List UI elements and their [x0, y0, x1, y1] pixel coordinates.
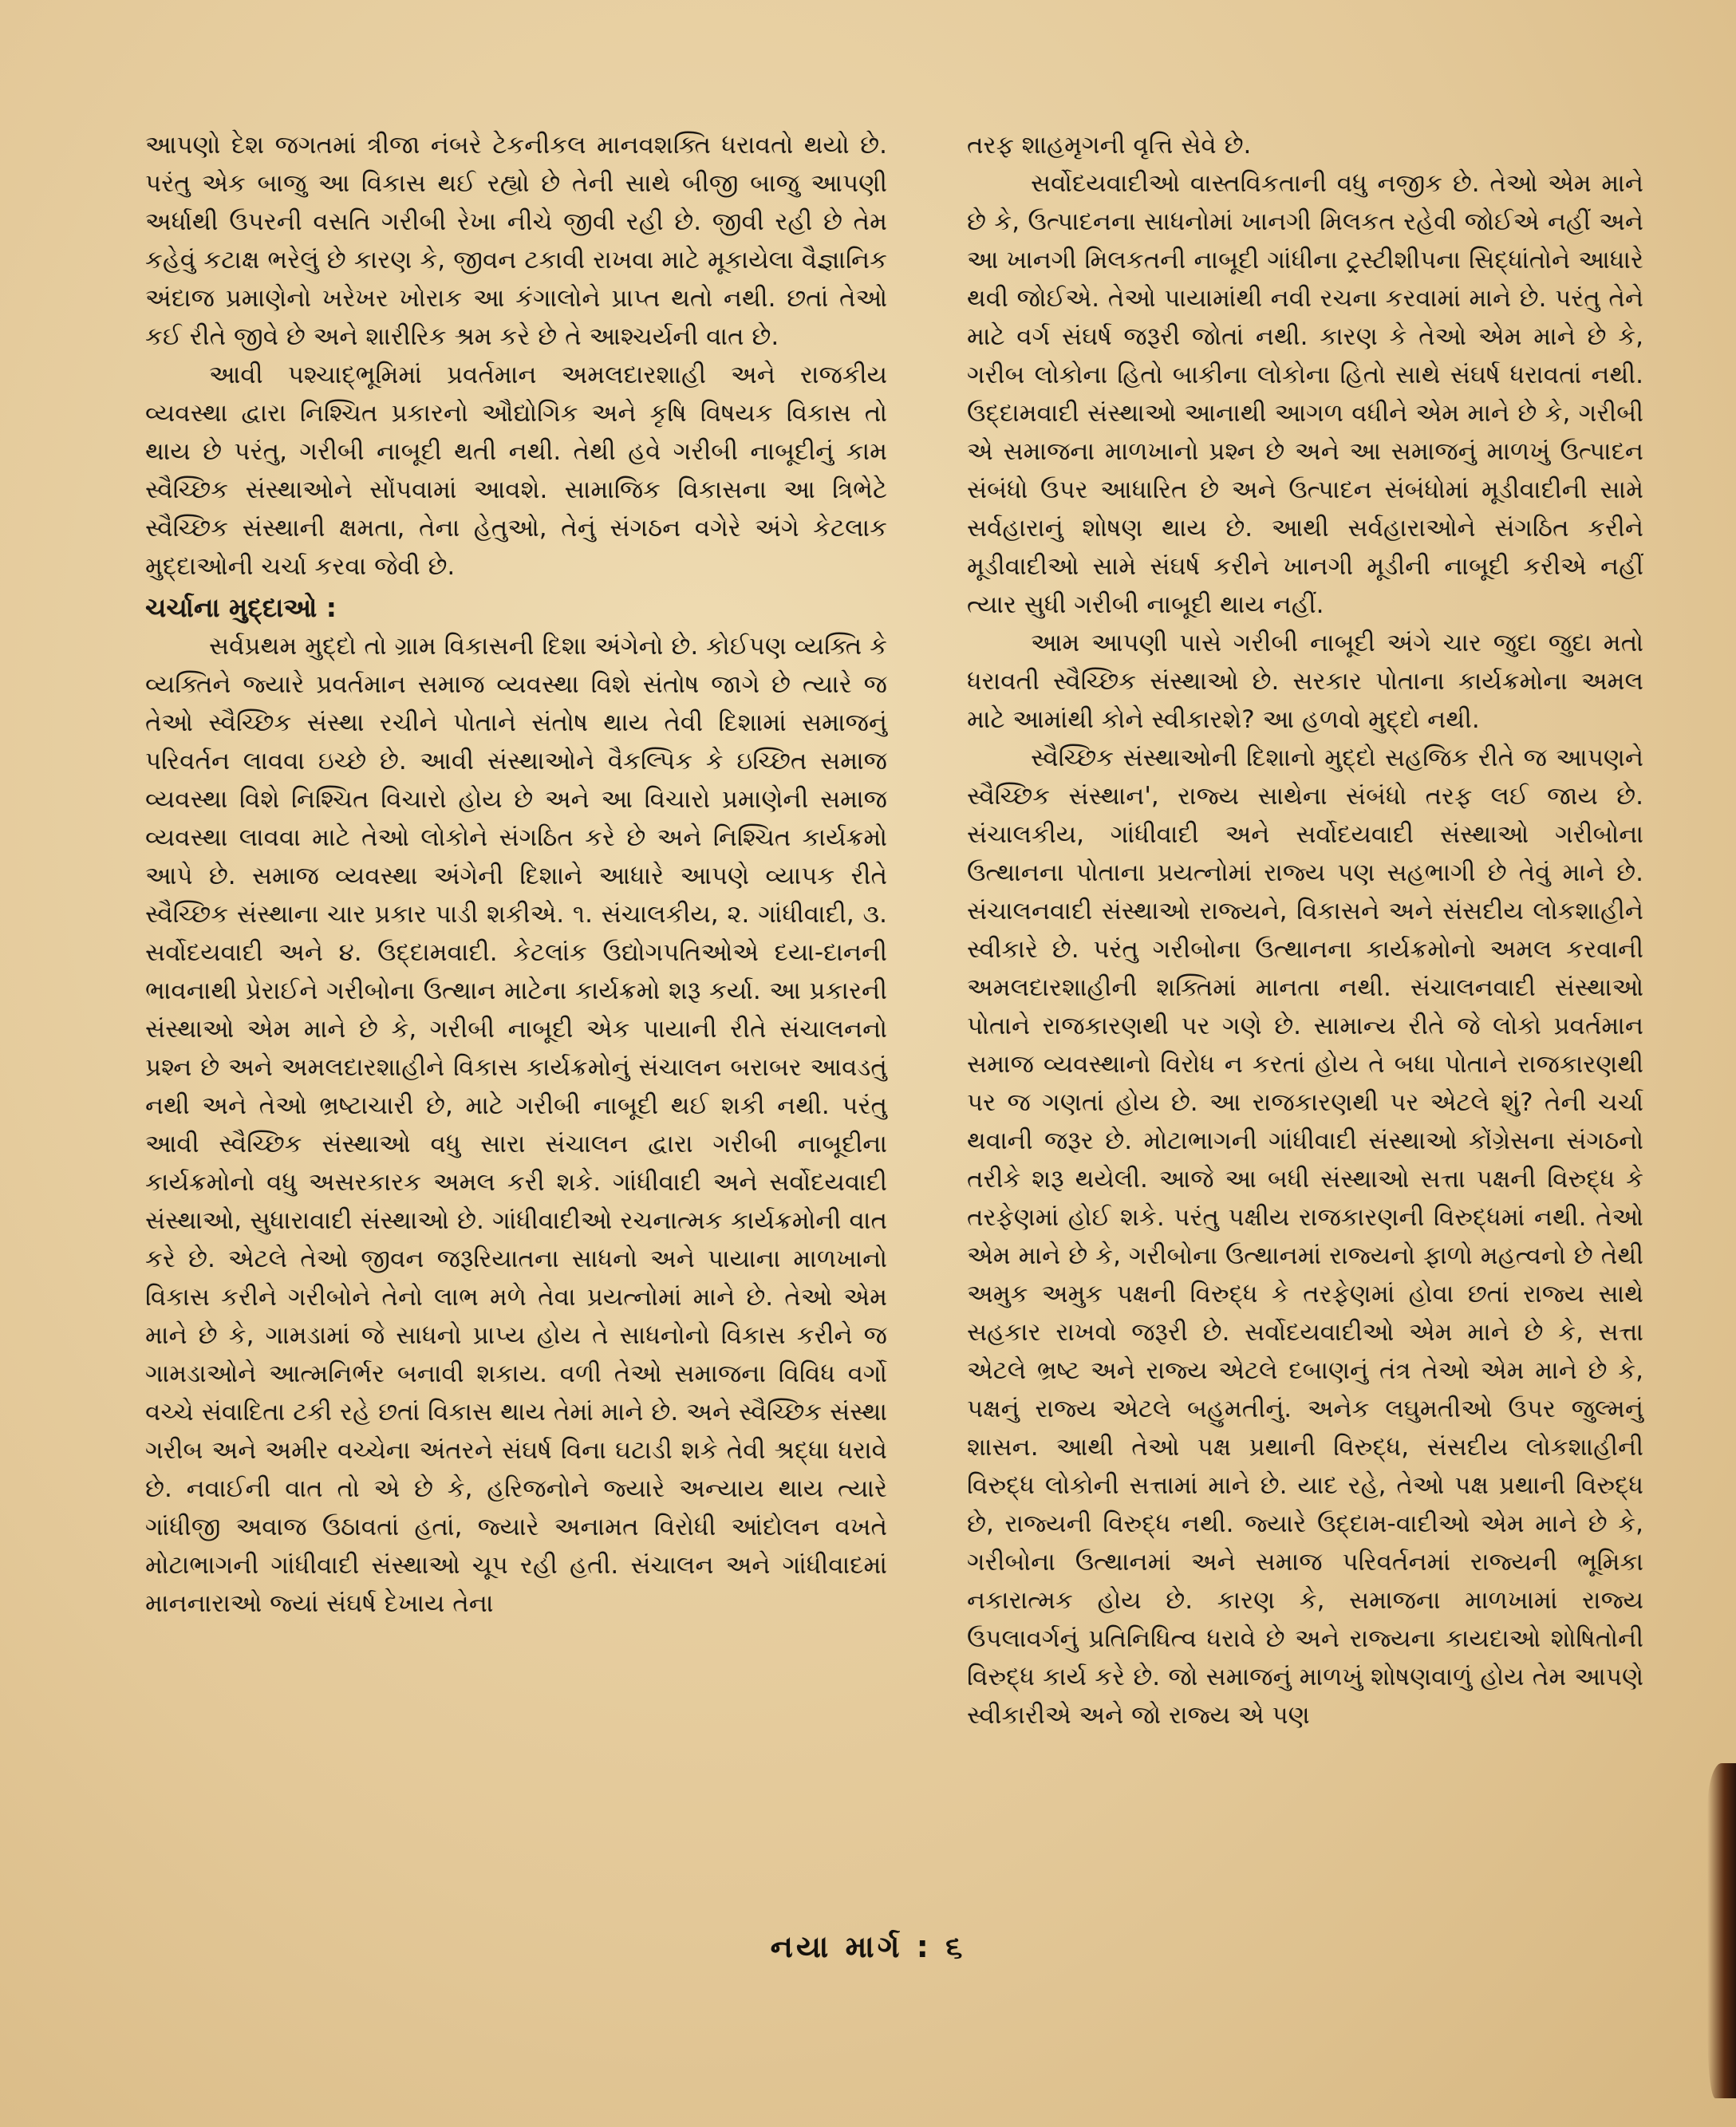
torn-edge	[1707, 1763, 1736, 2098]
paragraph: આમ આપણી પાસે ગરીબી નાબૂદી અંગે ચાર જુદા જુદા મતો ધરાવતી સ્વૈચ્છિક સંસ્થાઓ છે. સરકાર પોતાના કાર્યક્રમોના અમલ માટે આમાંથી કોને સ્વીકારશે? આ હળવો મુદ્દો નથી.	[967, 629, 1643, 734]
paragraph: તરફ શાહમૃગની વૃત્તિ સેવે છે.	[967, 131, 1252, 160]
section-heading: ચર્ચાના મુદ્દાઓ :	[145, 592, 337, 623]
page-footer: નયા માર્ગ : ૬	[770, 1929, 966, 1964]
paragraph: સર્વોદયવાદીઓ વાસ્તવિકતાની વધુ નજીક છે. તેઓ એમ માને છે કે, ઉત્પાદનના સાધનોમાં ખાનગી મિલકત રહેવી જોઈએ નહીં અને આ ખાનગી મિલકતની નાબૂદી ગાંધીના ટ્રસ્ટીશીપના સિદ્ધાંતોને આધારે થવી જોઈએ. તેઓ પાયામાંથી નવી રચના કરવામાં માને છે. પરંતુ તેને માટે વર્ગ સંઘર્ષ જરૂરી જોતાં નથી. કારણ કે તેઓ એમ માને છે કે, ગરીબ લોકોના હિતો બાકીના લોકોના હિતો સાથે સંઘર્ષ ધરાવતાં નથી. ઉદ્દામવાદી સંસ્થાઓ આનાથી આગળ વધીને એમ માને છે કે, ગરીબી એ સમાજના માળખાનો પ્રશ્ન છે અને આ સમાજનું માળખું ઉત્પાદન સંબંધો ઉપર આધારિત છે અને ઉત્પાદન સંબંધોમાં મૂડીવાદીની સામે સર્વહારાનું શોષણ થાય છે. આથી સર્વહારાઓને સંગઠિત કરીને મૂડીવાદીઓ સામે સંઘર્ષ કરીને ખાનગી મૂડીની નાબૂદી કરીએ નહીં ત્યાર સુધી ગરીબી નાબૂદી થાય નહીં.	[967, 169, 1643, 619]
paragraph: આવી પશ્ચાદ્ભૂમિમાં પ્રવર્તમાન અમલદારશાહી અને રાજકીય વ્યવસ્થા દ્વારા નિશ્ચિત પ્રકારનો ઔદ્યોગિક અને કૃષિ વિષયક વિકાસ તો થાય છે પરંતુ, ગરીબી નાબૂદી થતી નથી. તેથી હવે ગરીબી નાબૂદીનું કામ સ્વૈચ્છિક સંસ્થાઓને સોંપવામાં આવશે. સામાજિક વિકાસના આ ત્રિભેટે સ્વૈચ્છિક સંસ્થાની ક્ષમતા, તેના હેતુઓ, તેનું સંગઠન વગેરે અંગે કેટલાક મુદ્દાઓની ચર્ચા કરવા જેવી છે.	[145, 361, 887, 581]
right-column	[967, 126, 1643, 1734]
paragraph: સ્વૈચ્છિક સંસ્થાઓની દિશાનો મુદ્દો સહજિક રીતે જ આપણને સ્વૈચ્છિક સંસ્થાન', રાજ્ય સાથેના સંબંધો તરફ લઈ જાય છે. સંચાલકીય, ગાંધીવાદી અને સર્વોદયવાદી સંસ્થાઓ ગરીબોના ઉત્થાનના પોતાના પ્રયત્નોમાં રાજ્ય પણ સહભાગી છે તેવું માને છે. સંચાલનવાદી સંસ્થાઓ રાજ્યને, વિકાસને અને સંસદીય લોકશાહીને સ્વીકારે છે. પરંતુ ગરીબોના ઉત્થાનના કાર્યક્રમોનો અમલ કરવાની અમલદારશાહીની શક્તિમાં માનતા નથી. સંચાલનવાદી સંસ્થાઓ પોતાને રાજકારણથી પર ગણે છે. સામાન્ય રીતે જે લોકો પ્રવર્તમાન સમાજ વ્યવસ્થાનો વિરોધ ન કરતાં હોય તે બધા પોતાને રાજકારણથી પર જ ગણતાં હોય છે. આ રાજકારણથી પર એટલે શું? તેની ચર્ચા થવાની જરૂર છે. મોટાભાગની ગાંધીવાદી સંસ્થાઓ કોંગ્રેસના સંગઠનો તરીકે શરૂ થયેલી. આજે આ બધી સંસ્થાઓ સત્તા પક્ષની વિરુદ્ધ કે તરફેણમાં હોઈ શકે. પરંતુ પક્ષીય રાજકારણની વિરુદ્ધમાં નથી. તેઓ એમ માને છે કે, ગરીબોના ઉત્થાનમાં રાજ્યનો ફાળો મહત્વનો છે તેથી અમુક અમુક પક્ષની વિરુદ્ધ કે તરફેણમાં હોવા છતાં રાજ્ય સાથે સહકાર રાખવો જરૂરી છે. સર્વોદયવાદીઓ એમ માને છે કે, સત્તા એટલે ભ્રષ્ટ અને રાજ્ય એટલે દબાણનું તંત્ર તેઓ એમ માને છે કે, પક્ષનું રાજ્ય એટલે બહુમતીનું. અનેક લઘુમતીઓ ઉપર જુલ્મનું શાસન. આથી તેઓ પક્ષ પ્રથાની વિરુદ્ધ, સંસદીય લોકશાહીની વિરુદ્ધ લોકોની સત્તામાં માને છે. યાદ રહે, તેઓ પક્ષ પ્રથાની વિરુદ્ધ છે, રાજ્યની વિરુદ્ધ નથી. જ્યારે ઉદ્દામ-વાદીઓ એમ માને છે કે, ગરીબોના ઉત્થાનમાં અને સમાજ પરિવર્તનમાં રાજ્યની ભૂમિકા નકારાત્મક હોય છે. કારણ કે, સમાજના માળખામાં રાજ્ય ઉપલાવર્ગનું પ્રતિનિધિત્વ ધરાવે છે અને રાજ્યના કાયદાઓ શોષિતોની વિરુદ્ધ કાર્ય કરે છે. જો સમાજનું માળખું શોષણવાળું હોય તેમ આપણે સ્વીકારીએ અને જો રાજ્ય એ પણ	[967, 744, 1643, 1730]
paragraph: સર્વપ્રથમ મુદ્દો તો ગ્રામ વિકાસની દિશા અંગેનો છે. કોઈપણ વ્યક્તિ કે વ્યક્તિને જ્યારે પ્રવર્તમાન સમાજ વ્યવસ્થા વિશે સંતોષ જાગે છે ત્યારે જ તેઓ સ્વૈચ્છિક સંસ્થા રચીને પોતાને સંતોષ થાય તેવી દિશામાં સમાજનું પરિવર્તન લાવવા ઇચ્છે છે. આવી સંસ્થાઓને વૈકલ્પિક કે ઇચ્છિત સમાજ વ્યવસ્થા વિશે નિશ્ચિત વિચારો હોય છે અને આ વિચારો પ્રમાણેની સમાજ વ્યવસ્થા લાવવા માટે તેઓ લોકોને સંગઠિત કરે છે અને નિશ્ચિત કાર્યક્રમો આપે છે. સમાજ વ્યવસ્થા અંગેની દિશાને આધારે આપણે વ્યાપક રીતે સ્વૈચ્છિક સંસ્થાના ચાર પ્રકાર પાડી શકીએ. ૧. સંચાલકીય, ૨. ગાંધીવાદી, ૩. સર્વોદયવાદી અને ૪. ઉદ્દામવાદી. કેટલાંક ઉદ્યોગપતિઓએ દયા-દાનની ભાવનાથી પ્રેરાઈને ગરીબોના ઉત્થાન માટેના કાર્યક્રમો શરૂ કર્યા. આ પ્રકારની સંસ્થાઓ એમ માને છે કે, ગરીબી નાબૂદી એક પાયાની રીતે સંચાલનનો પ્રશ્ન છે અને અમલદારશાહીને વિકાસ કાર્યક્રમોનું સંચાલન બરાબર આવડતું નથી અને તેઓ ભ્રષ્ટાચારી છે, માટે ગરીબી નાબૂદી થઈ શકી નથી. પરંતુ આવી સ્વૈચ્છિક સંસ્થાઓ વધુ સારા સંચાલન દ્વારા ગરીબી નાબૂદીના કાર્યક્રમોનો વધુ અસરકારક અમલ કરી શકે. ગાંધીવાદી અને સર્વોદયવાદી સંસ્થાઓ, સુધારાવાદી સંસ્થાઓ છે. ગાંધીવાદીઓ રચનાત્મક કાર્યક્રમોની વાત કરે છે. એટલે તેઓ જીવન જરૂરિયાતના સાધનો અને પાયાના માળખાનો વિકાસ કરીને ગરીબોને તેનો લાભ મળે તેવા પ્રયત્નોમાં માને છે. તેઓ એમ માને છે કે, ગામડામાં જે સાધનો પ્રાપ્ય હોય તે સાધનોનો વિકાસ કરીને જ ગામડાઓને આત્મનિર્ભર બનાવી શકાય. વળી તેઓ સમાજના વિવિધ વર્ગો વચ્ચે સંવાદિતા ટકી રહે છતાં વિકાસ થાય તેમાં માને છે. અને સ્વૈચ્છિક સંસ્થા ગરીબ અને અમીર વચ્ચેના અંતરને સંઘર્ષ વિના ઘટાડી શકે તેવી શ્રદ્ધા ધરાવે છે. નવાઈની વાત તો એ છે કે, હરિજનોને જ્યારે અન્યાય થાય ત્યારે ગાંધીજી અવાજ ઉઠાવતાં હતાં, જ્યારે અનામત વિરોધી આંદોલન વખતે મોટાભાગની ગાંધીવાદી સંસ્થાઓ ચૂપ રહી હતી. સંચાલન અને ગાંધીવાદમાં માનનારાઓ જ્યાં સંઘર્ષ દેખાય તેના	[145, 632, 887, 1618]
left-column	[145, 126, 887, 1623]
paragraph: આપણો દેશ જગતમાં ત્રીજા નંબરે ટેકનીકલ માનવશક્તિ ધરાવતો થયો છે. પરંતુ એક બાજુ આ વિકાસ થઈ રહ્યો છે તેની સાથે બીજી બાજુ આપણી અર્ધાથી ઉપરની વસતિ ગરીબી રેખા નીચે જીવી રહી છે. જીવી રહી છે તેમ કહેવું કટાક્ષ ભરેલું છે કારણ કે, જીવન ટકાવી રાખવા માટે મૂકાયેલા વૈજ્ઞાનિક અંદાજ પ્રમાણેનો ખરેખર ખોરાક આ કંગાલોને પ્રાપ્ત થતો નથી. છતાં તેઓ કઈ રીતે જીવે છે અને શારીરિક શ્રમ કરે છે તે આશ્ચર્યની વાત છે.	[145, 131, 887, 351]
